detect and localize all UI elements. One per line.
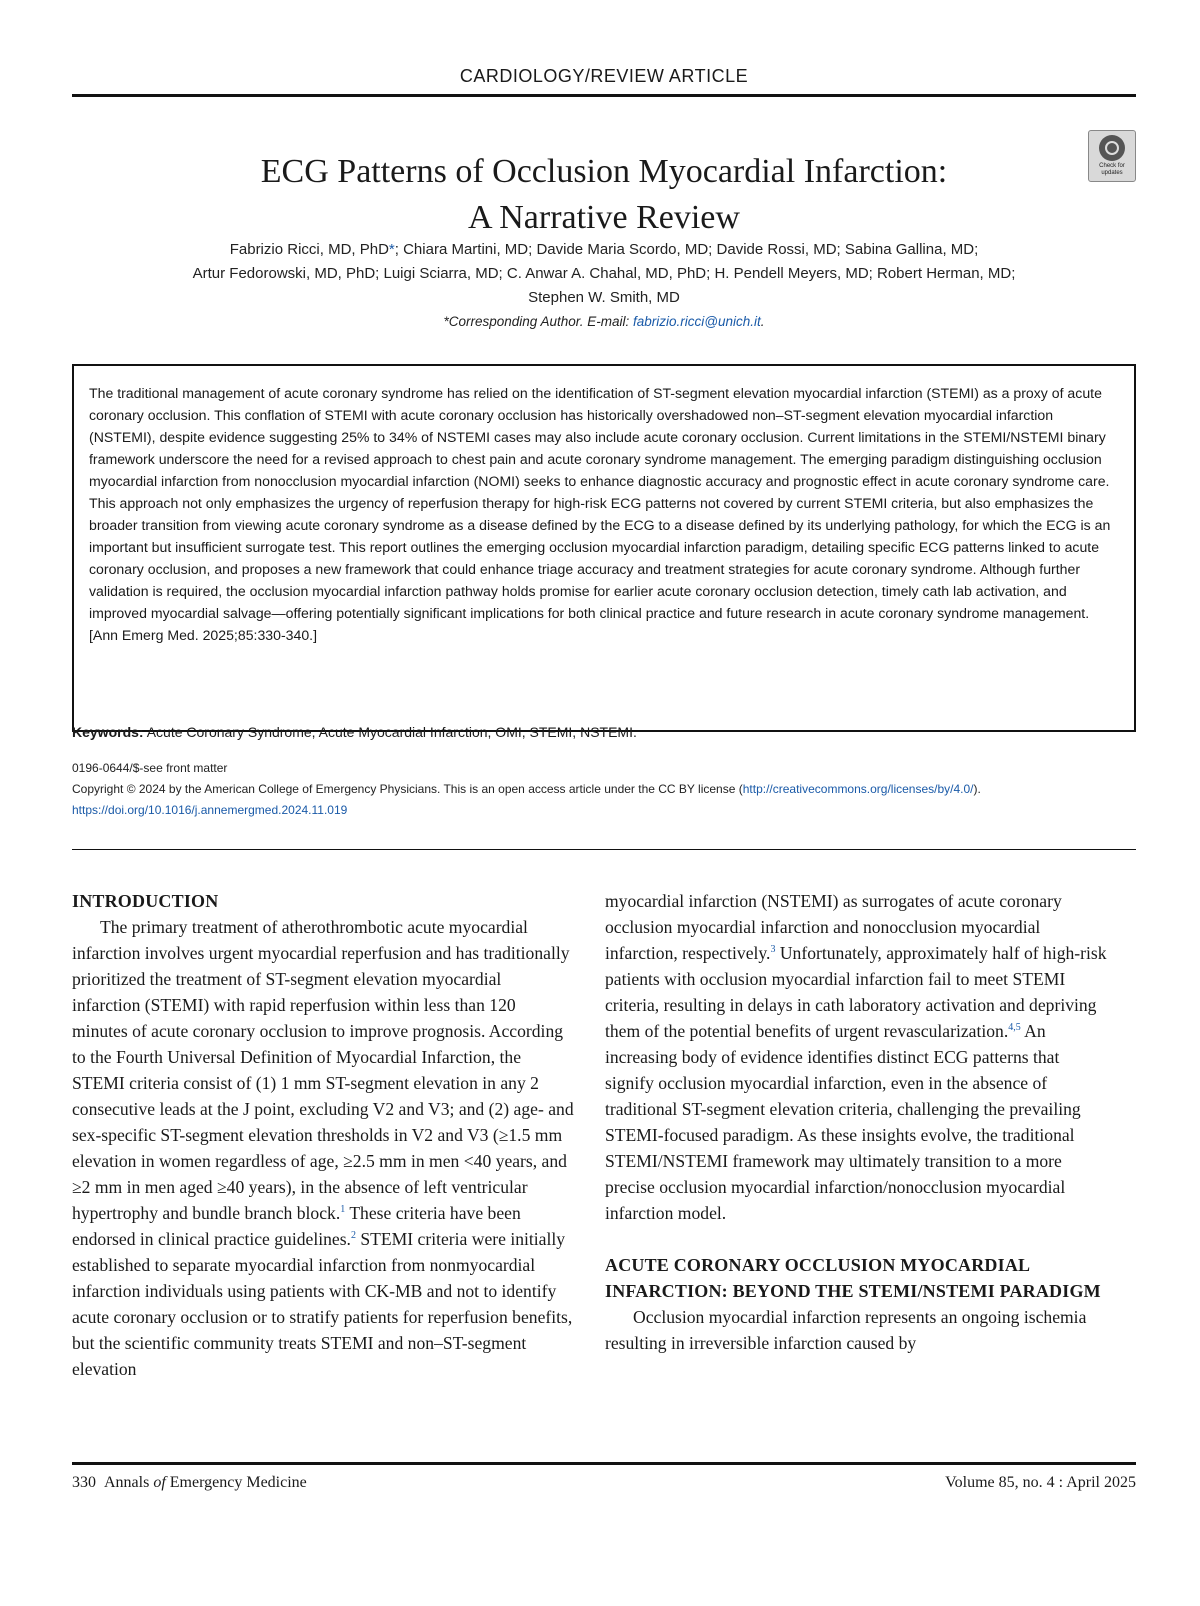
page-footer — [72, 1474, 1136, 1492]
copyright-line — [72, 779, 1136, 800]
right-text-a: myocardial infarction (NSTEMI) as surrogates of acute coronary occlusion myocardial infarction and nonocclusion myocardial infarction, respectively. — [605, 891, 1062, 963]
occlusion-mi-heading: ACUTE CORONARY OCCLUSION MYOCARDIAL INFARCTION: BEYOND THE STEMI/NSTEMI PARADIGM — [605, 1255, 1101, 1301]
title-line-2: A Narrative Review — [468, 198, 740, 236]
footer-issue: Volume 85, no. 4 : April 2025 — [945, 1474, 1136, 1491]
intro-text-a: The primary treatment of atherothrombotic acute myocardial infarction involves urgent myocardial reperfusion and has traditionally prioritized the treatment of ST-segment elevation myocardial infarction (STEMI) with rapid reperfusion within less than 120 minutes of acute coronary occlusion to improve prognosis. According to the Fourth Universal Definition of Myocardial Infarction, the STEMI criteria consist of (1) 1 mm ST-segment elevation in any 2 consecutive leads at the J point, excluding V2 and V3; and (2) age- and sex-specific ST-segment elevation thresholds in V2 and V3 (≥1.5 mm elevation in women regardless of age, ≥2.5 mm in men <40 years, and ≥2 mm in men aged ≥40 years), in the absence of left ventricular hypertrophy and bundle branch block. — [72, 917, 574, 1223]
intro-text-b: These criteria have been endorsed in clinical practice guidelines. — [72, 1203, 521, 1249]
corresponding-marker[interactable]: * — [388, 241, 395, 258]
journal-name-of: of — [153, 1474, 166, 1491]
ref-3-link[interactable]: 3 — [770, 944, 776, 956]
corresponding-email-link[interactable]: fabrizio.ricci@unich.it — [633, 314, 761, 329]
keywords — [72, 724, 1136, 740]
license-link[interactable]: http://creativecommons.org/licenses/by/4.0/ — [742, 782, 974, 796]
ref-1-link[interactable]: 1 — [340, 1204, 346, 1216]
title-line-1: ECG Patterns of Occlusion Myocardial Infarction: — [260, 152, 948, 190]
article-section-label: CARDIOLOGY/REVIEW ARTICLE — [459, 66, 749, 86]
ref-2-link[interactable]: 2 — [350, 1230, 356, 1242]
page-number: 330 — [72, 1474, 96, 1491]
authors-line-1: ; Chiara Martini, MD; Davide Maria Scordo, MD; Davide Rossi, MD; Sabina Gallina, MD; — [394, 241, 979, 258]
authors-line-3: Stephen W. Smith, MD — [528, 289, 680, 306]
header-rule — [72, 94, 1136, 97]
keywords-label: Keywords: — [72, 724, 144, 740]
right-column — [605, 888, 1107, 1356]
left-column — [72, 888, 574, 1382]
copyright-text: Copyright © 2024 by the American College of Emergency Physicians. This is an open access article under the CC BY license ( — [72, 782, 743, 796]
check-for-updates-icon — [1099, 135, 1125, 161]
intro-text-c: STEMI criteria were initially established to separate myocardial infarction from nonmyocardial infarction individuals using patients with CK-MB and not to identify acute coronary occlusion or to stratify patients for reperfusion benefits, but the scientific community treats STEMI and non–ST-segment elevation — [72, 1229, 573, 1379]
corresponding-author — [72, 314, 1136, 329]
article-page — [72, 0, 1136, 1606]
author-list — [72, 238, 1136, 310]
author-first: Fabrizio Ricci, MD, PhD — [229, 241, 389, 258]
check-for-updates-label: Check for updates — [1099, 163, 1125, 176]
copyright-end: ). — [973, 782, 981, 796]
continuation-paragraph — [605, 888, 1107, 1226]
front-matter — [72, 758, 1136, 821]
ref-4-5-link[interactable]: 4,5 — [1008, 1022, 1021, 1034]
abstract-box: The traditional management of acute coronary syndrome has relied on the identification of ST-segment elevation myocardial infarction (STEMI) as a proxy of acute coronary occlusion. This conflation of STEMI with acute coronary occlusion has historically overshadowed non–ST-segment elevation myocardial infarction (NSTEMI), despite evidence suggesting 25% to 34% of NSTEMI cases may also include acute coronary occlusion. Current limitations in the STEMI/NSTEMI binary framework underscore the need for a revised approach to chest pain and acute coronary syndrome management. The emerging paradigm distinguishing occlusion myocardial infarction from nonocclusion myocardial infarction (NOMI) seeks to enhance diagnostic accuracy and prognostic effect in acute coronary syndrome care. This approach not only emphasizes the urgency of reperfusion therapy for high-risk ECG patterns not covered by current STEMI criteria, but also emphasizes the broader transition from viewing acute coronary syndrome as a disease defined by the ECG to a disease defined by its underlying pathology, for which the ECG is an important but insufficient surrogate test. This report outlines the emerging occlusion myocardial infarction paradigm, detailing specific ECG patterns linked to acute coronary occlusion, and proposes a new framework that could enhance triage accuracy and treatment strategies for acute coronary syndrome. Although further validation is required, the occlusion myocardial infarction pathway holds promise for earlier acute coronary occlusion detection, timely cath lab activation, and improved myocardial salvage—offering potentially significant implications for both clinical practice and future research in acute coronary syndrome management. [Ann Emerg Med. 2025;85:330-340.] — [72, 364, 1136, 732]
introduction-paragraph — [72, 914, 574, 1382]
footer-rule — [72, 1462, 1136, 1465]
journal-name-b: Emergency Medicine — [165, 1474, 307, 1491]
corresponding-suffix: . — [760, 314, 765, 329]
occlusion-mi-paragraph: Occlusion myocardial infarction represents an ongoing ischemia resulting in irreversible infarction caused by — [605, 1307, 1087, 1353]
right-text-b: Unfortunately, approximately half of high-risk patients with occlusion myocardial infarction fail to meet STEMI criteria, resulting in delays in cath laboratory activation and depriving them of the potential benefits of urgent revascularization. — [605, 943, 1107, 1041]
doi-link[interactable]: https://doi.org/10.1016/j.annemergmed.2024.11.019 — [72, 803, 348, 817]
authors-line-2: Artur Fedorowski, MD, PhD; Luigi Sciarra, MD; C. Anwar A. Chahal, MD, PhD; H. Pendell Meyers, MD; Robert Herman, MD; — [192, 265, 1016, 282]
frontmatter-rule — [72, 849, 1136, 850]
introduction-heading: INTRODUCTION — [72, 891, 219, 911]
corresponding-label: *Corresponding Author. E-mail: — [443, 314, 634, 329]
check-for-updates-button[interactable] — [1088, 130, 1136, 182]
keywords-text: Acute Coronary Syndrome, Acute Myocardial Infarction, OMI, STEMI, NSTEMI. — [143, 724, 637, 740]
footer-journal — [72, 1474, 307, 1492]
right-text-c: An increasing body of evidence identifies distinct ECG patterns that signify occlusion myocardial infarction, even in the absence of traditional ST-segment elevation criteria, challenging the prevailing STEMI-focused paradigm. As these insights evolve, the traditional STEMI/NSTEMI framework may ultimately transition to a more precise occlusion myocardial infarction/nonocclusion myocardial infarction model. — [605, 1021, 1081, 1223]
issn-line: 0196-0644/$-see front matter — [72, 761, 228, 775]
article-title — [152, 149, 1056, 241]
journal-name-a: Annals — [104, 1474, 154, 1491]
